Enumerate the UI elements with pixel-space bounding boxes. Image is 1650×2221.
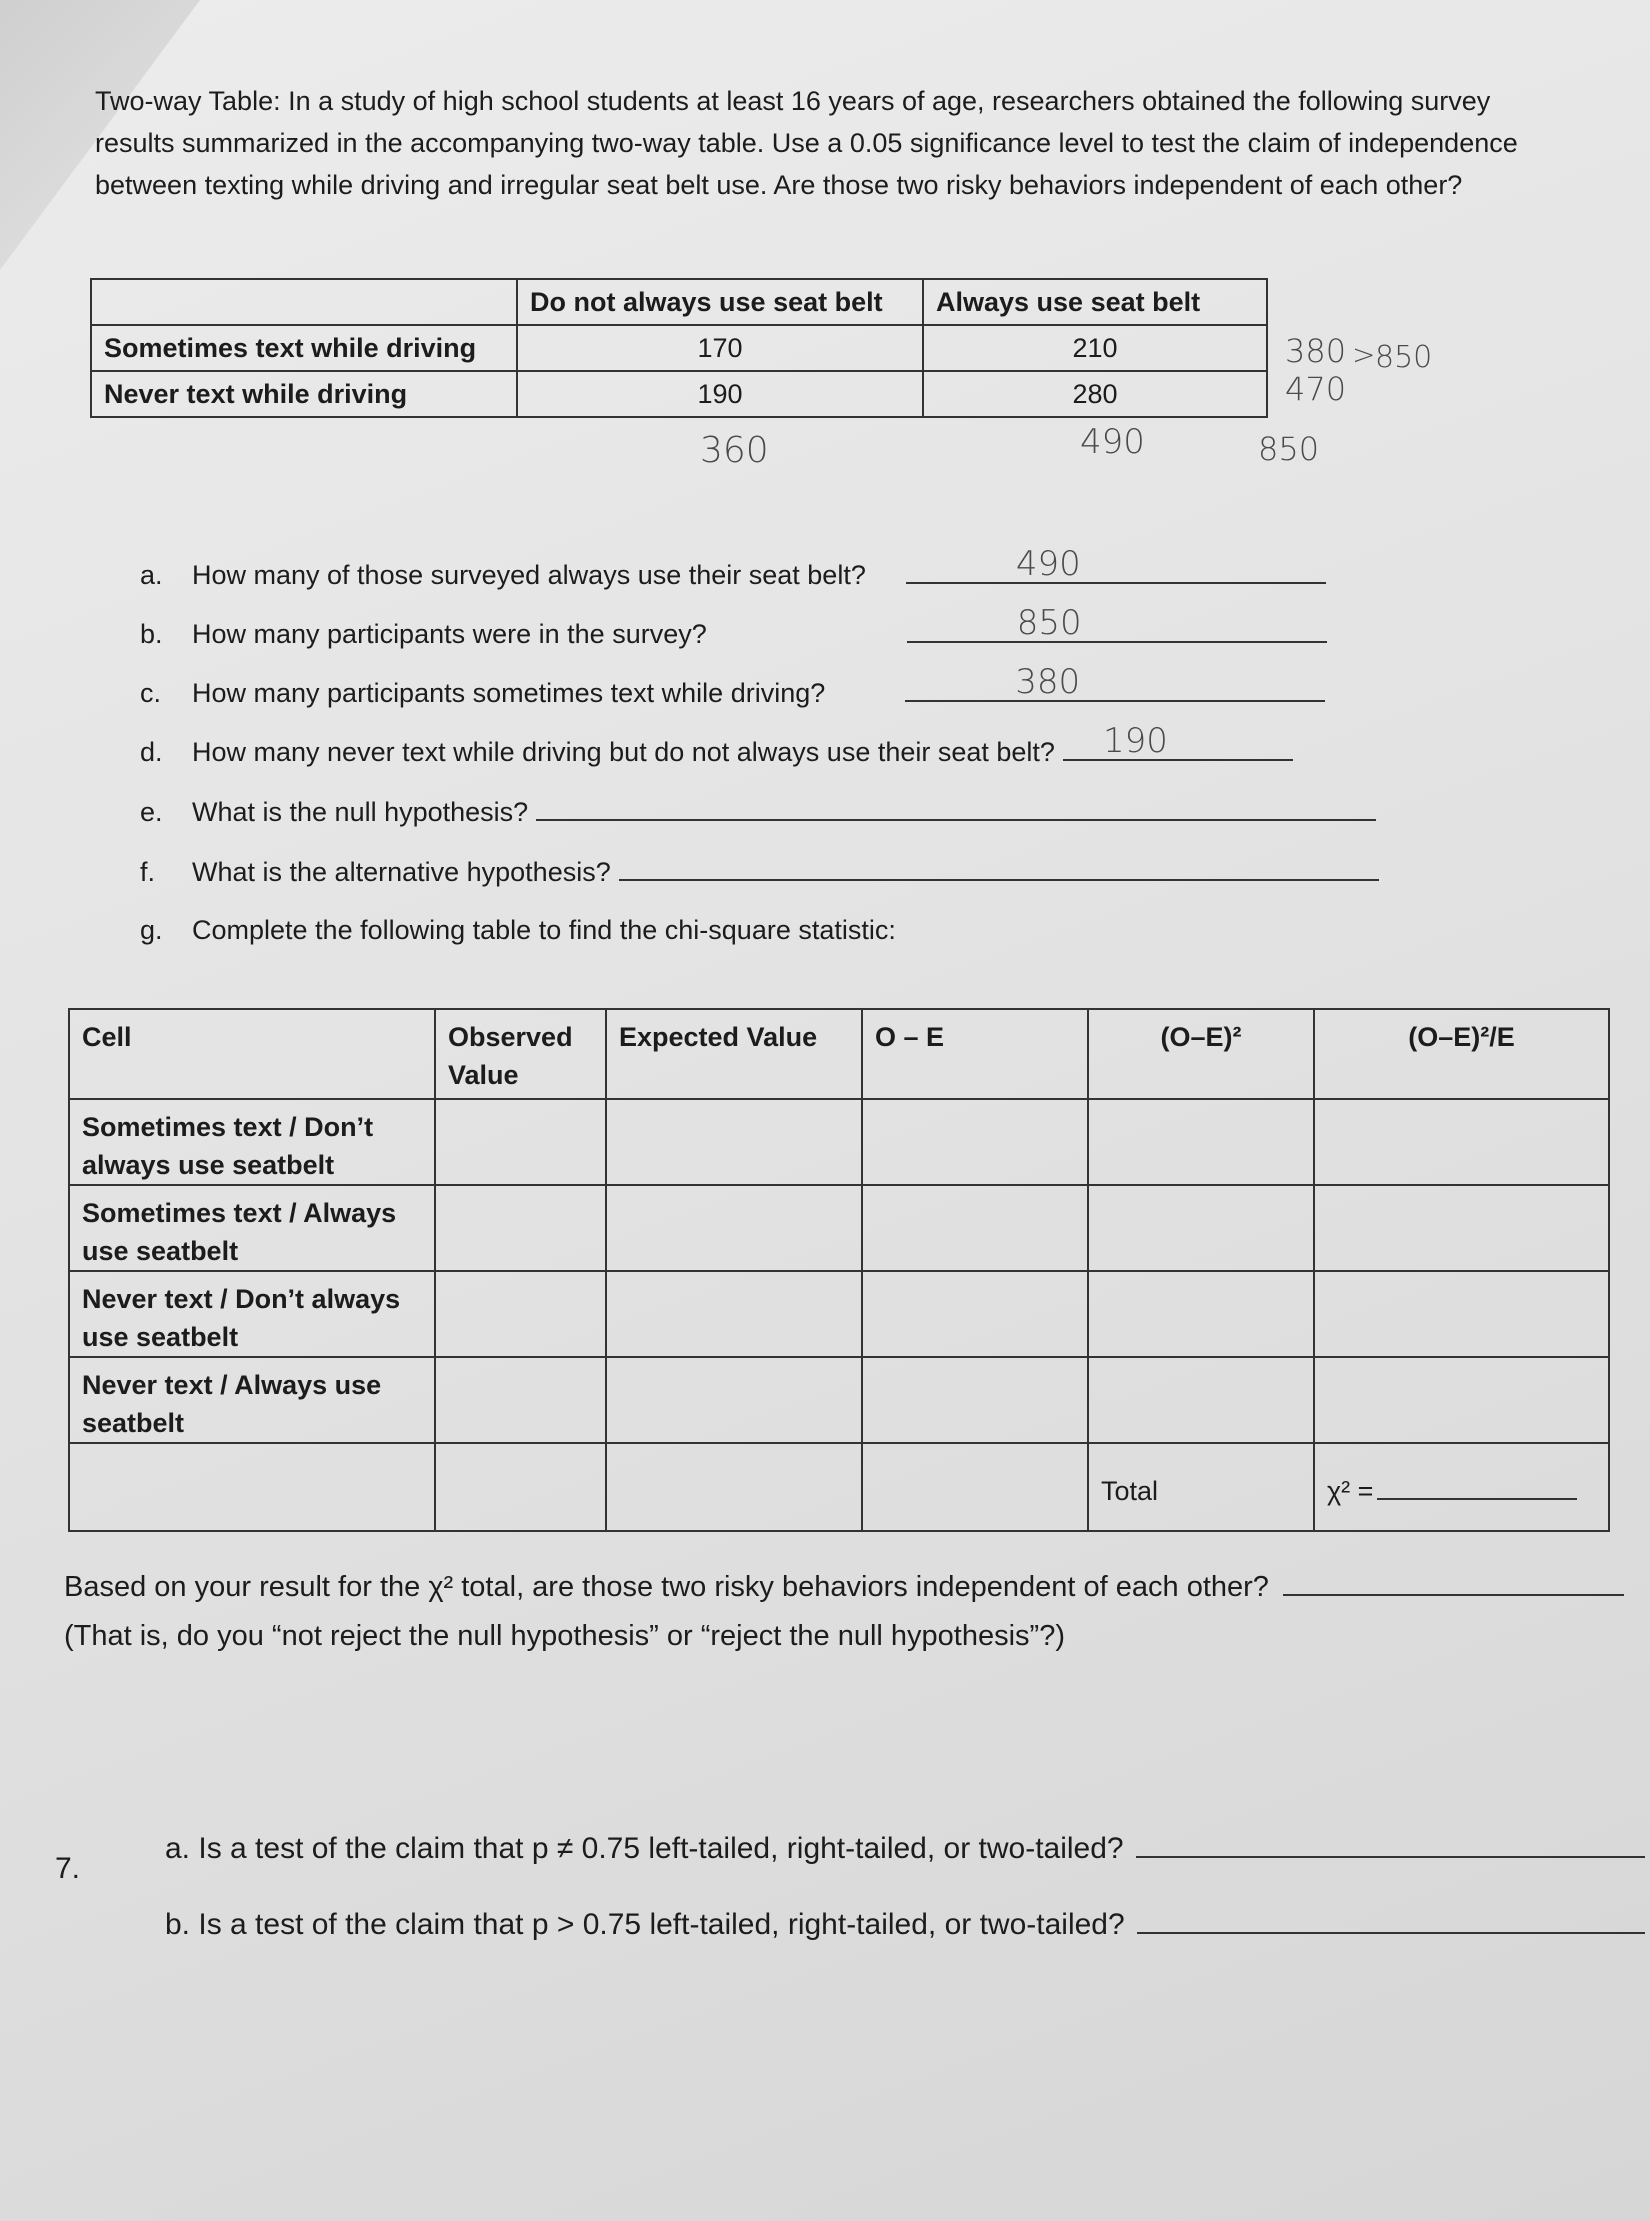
hand-row-total-1: 380: [1285, 332, 1347, 370]
cell-2-2: 280: [923, 371, 1267, 417]
question-b: b. How many participants were in the survey? 850: [140, 617, 1440, 650]
row-label: Sometimes text / Don’t always use seatbelt: [69, 1099, 435, 1185]
two-way-table: [90, 278, 1268, 418]
independence-answer-line[interactable]: [1283, 1570, 1624, 1596]
total-label: Total: [1088, 1443, 1314, 1531]
question-f: f. What is the alternative hypothesis?: [140, 855, 1440, 888]
header-ratio: (O–E)²/E: [1314, 1009, 1609, 1099]
cell-1-1: 170: [517, 325, 923, 371]
row-label-1: Sometimes text while driving: [91, 325, 517, 371]
question-e: e. What is the null hypothesis?: [140, 795, 1440, 828]
hand-row-total-2: 470: [1285, 370, 1347, 408]
header-o-minus-e: O – E: [862, 1009, 1088, 1099]
answer-line-e[interactable]: [536, 795, 1376, 821]
cell-1-2: 210: [923, 325, 1267, 371]
row-label: Never text / Always use seatbelt: [69, 1357, 435, 1443]
question-a: a. How many of those surveyed always use their seat belt? 490: [140, 558, 1440, 591]
answer-line-d[interactable]: 190: [1063, 735, 1293, 761]
hand-arrow: >: [1352, 338, 1376, 371]
answer-line-a[interactable]: 490: [906, 558, 1326, 584]
header-observed: Observed Value: [435, 1009, 606, 1099]
chi-square-cell[interactable]: χ² =: [1314, 1443, 1609, 1531]
that-is-note: (That is, do you “not reject the null hypothesis” or “reject the null hypothesis”?): [64, 1620, 1065, 1652]
col-header-1: Do not always use seat belt: [517, 279, 923, 325]
col-header-2: Always use seat belt: [923, 279, 1267, 325]
question-d: d. How many never text while driving but do not always use their seat belt? 190: [140, 735, 1440, 768]
header-expected: Expected Value: [606, 1009, 862, 1099]
cell-2-1: 190: [517, 371, 923, 417]
hand-col-total-2: 490: [1080, 422, 1145, 462]
question-g: g. Complete the following table to find the chi-square statistic:: [140, 915, 896, 945]
problem-7-number: 7.: [55, 1852, 81, 1885]
row-label: Never text / Don’t always use seatbelt: [69, 1271, 435, 1357]
answer-line-7b[interactable]: [1137, 1908, 1645, 1934]
hand-grand-total: 850: [1258, 430, 1320, 468]
problem-intro: Two-way Table: In a study of high school students at least 16 years of age, researchers obtained the following survey results summarized in the accompanying two-way table. Use a 0.05 significance level to test the claim of independence between texting while driving and irregular seat belt use. Are those two risky behaviors independent of each other?: [95, 86, 1518, 200]
row-label-2: Never text while driving: [91, 371, 517, 417]
chi-square-table: [68, 1008, 1610, 1532]
answer-line-f[interactable]: [619, 855, 1379, 881]
problem-7b: b. Is a test of the claim that p > 0.75 left-tailed, right-tailed, or two-tailed?: [165, 1908, 1645, 1942]
independence-question: Based on your result for the χ² total, are those two risky behaviors independent of each other?: [64, 1570, 1624, 1604]
problem-7a: a. Is a test of the claim that p ≠ 0.75 left-tailed, right-tailed, or two-tailed?: [165, 1832, 1645, 1866]
hand-col-total-1: 360: [700, 430, 769, 471]
answer-line-b[interactable]: 850: [907, 617, 1327, 643]
header-cell: Cell: [69, 1009, 435, 1099]
header-squared: (O–E)²: [1088, 1009, 1314, 1099]
chi-square-answer-line[interactable]: [1377, 1498, 1577, 1500]
hand-arrow-total: 850: [1375, 340, 1433, 375]
question-c: c. How many participants sometimes text while driving? 380: [140, 676, 1440, 709]
row-label: Sometimes text / Always use seatbelt: [69, 1185, 435, 1271]
corner-cell: [91, 279, 517, 325]
answer-line-7a[interactable]: [1136, 1832, 1645, 1858]
answer-line-c[interactable]: 380: [905, 676, 1325, 702]
